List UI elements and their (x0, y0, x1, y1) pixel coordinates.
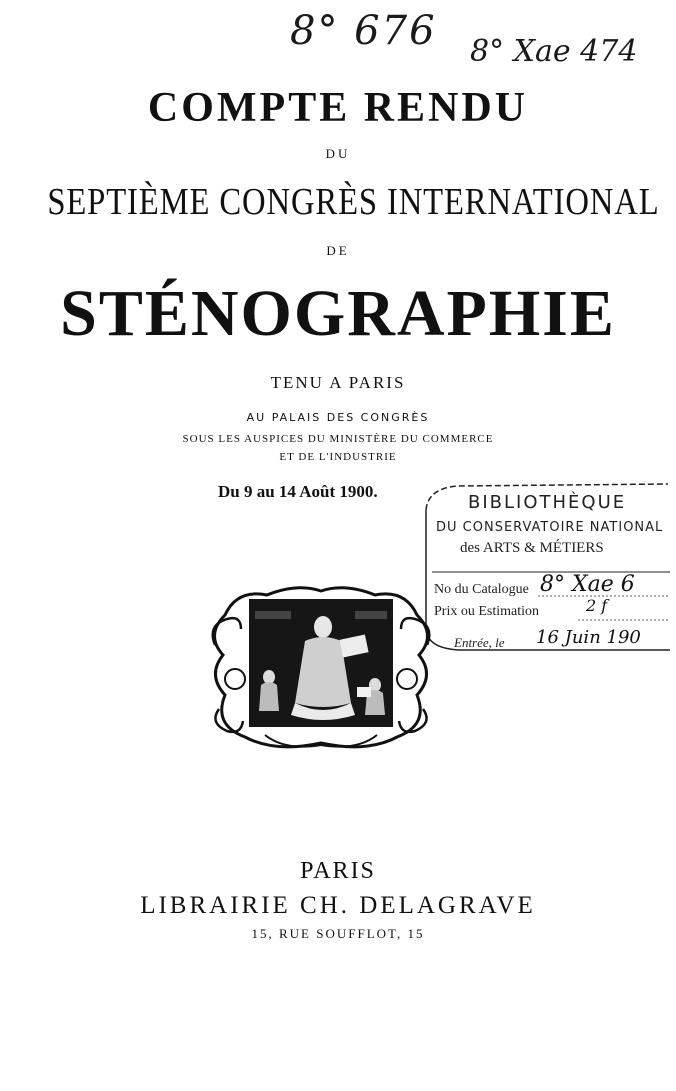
stamp-institution: DU CONSERVATOIRE NATIONAL (436, 520, 664, 535)
auspices-line: SOUS LES AUSPICES DU MINISTÈRE DU COMMERCE (182, 433, 494, 445)
library-stamp (418, 480, 673, 652)
stamp-library-name: BIBLIOTHÈQUE (468, 492, 627, 513)
title-line-stenographie: STÉNOGRAPHIE (60, 277, 616, 350)
imprint-publisher: LIBRAIRIE CH. DELAGRAVE (140, 892, 536, 919)
congress-dates: Du 9 au 14 Août 1900. (218, 482, 378, 501)
stamp-price-value: 2 f (586, 596, 608, 615)
imprint-address: 15, RUE SOUFFLOT, 15 (251, 926, 425, 941)
venue-line: AU PALAIS DES CONGRÈS (246, 411, 430, 424)
title-line-compte-rendu: COMPTE RENDU (147, 85, 529, 131)
auspices-line-2: ET DE L'INDUSTRIE (279, 451, 397, 463)
title-connector-de: DE (326, 243, 350, 258)
handwritten-call-number: 8° Xae 474 (470, 34, 638, 69)
stamp-catalogue-label: No du Catalogue (434, 582, 529, 597)
stamp-catalogue-value: 8° Xae 6 (540, 572, 635, 597)
title-line-congres: SEPTIÈME CONGRÈS INTERNATIONAL (47, 181, 660, 223)
engraved-vignette-image (205, 575, 437, 753)
vignette-illustration (205, 575, 437, 753)
handwritten-shelf-mark: 8° 676 (290, 8, 437, 54)
stamp-entry-date: 16 Juin 190 (536, 627, 641, 648)
stamp-institution-2: des ARTS & MÉTIERS (460, 540, 604, 556)
title-connector-du: DU (325, 146, 351, 161)
location-line: TENU A PARIS (270, 373, 406, 392)
imprint-city: PARIS (300, 858, 376, 884)
stamp-price-label: Prix ou Estimation (434, 604, 539, 619)
stamp-entry-label: Entrée, le (454, 635, 505, 650)
